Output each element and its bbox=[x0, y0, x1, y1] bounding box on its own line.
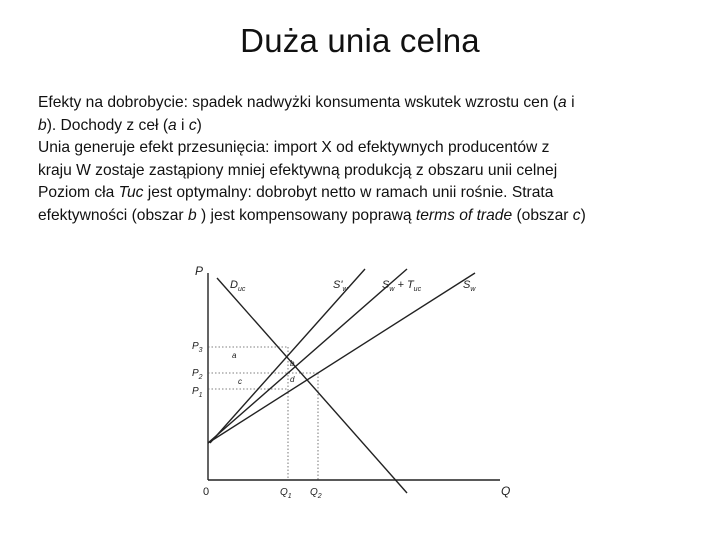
area-label-c: c bbox=[238, 377, 242, 386]
price-label-p2: $P_2$ bbox=[192, 368, 203, 381]
tariff-supply-curve bbox=[208, 269, 407, 443]
body-text bbox=[38, 92, 688, 228]
diagram-svg bbox=[175, 255, 535, 505]
price-label-p3: $P_3$ bbox=[192, 341, 203, 354]
slide-title: Duża unia celna bbox=[240, 22, 480, 59]
quantity-label-q1: $Q_1$ bbox=[280, 487, 292, 500]
demand-curve bbox=[217, 278, 407, 493]
text-line-6: efektywności (obszar b ) jest kompensowany poprawą terms of trade (obszar c) bbox=[38, 206, 586, 224]
text-line-3: Unia generuje efekt przesunięcia: import X od efektywnych producentów z bbox=[38, 139, 550, 157]
text-line-4: kraju W zostaje zastąpiony mniej efektywną produkcją z obszaru unii celnej bbox=[38, 161, 558, 179]
union-supply-label: $S'_w$ bbox=[333, 279, 348, 293]
price-label-p1: $P_1$ bbox=[192, 386, 203, 399]
demand-label: $D_{uc}$ bbox=[230, 279, 246, 293]
quantity-label-q2: $Q_2$ bbox=[310, 487, 322, 500]
tariff-supply-label: $S_w + T_{uc}$ bbox=[382, 279, 422, 293]
origin-label: 0 bbox=[203, 486, 210, 498]
y-axis-label: P bbox=[195, 264, 204, 278]
text-line-2: b). Dochody z ceł (a i c) bbox=[38, 116, 202, 134]
area-label-a: a bbox=[232, 351, 237, 360]
area-label-b: b bbox=[290, 359, 295, 368]
customs-union-diagram bbox=[175, 255, 535, 505]
world-supply-label: $S_w$ bbox=[463, 279, 476, 293]
x-axis-label: Q bbox=[501, 484, 511, 498]
area-label-d: d bbox=[290, 375, 295, 384]
text-line-1: Efekty na dobrobycie: spadek nadwyżki konsumenta wskutek wzrostu cen (a i bbox=[38, 94, 575, 111]
text-line-5: Poziom cła Tuc jest optymalny: dobrobyt netto w ramach unii rośnie. Strata bbox=[38, 184, 554, 202]
